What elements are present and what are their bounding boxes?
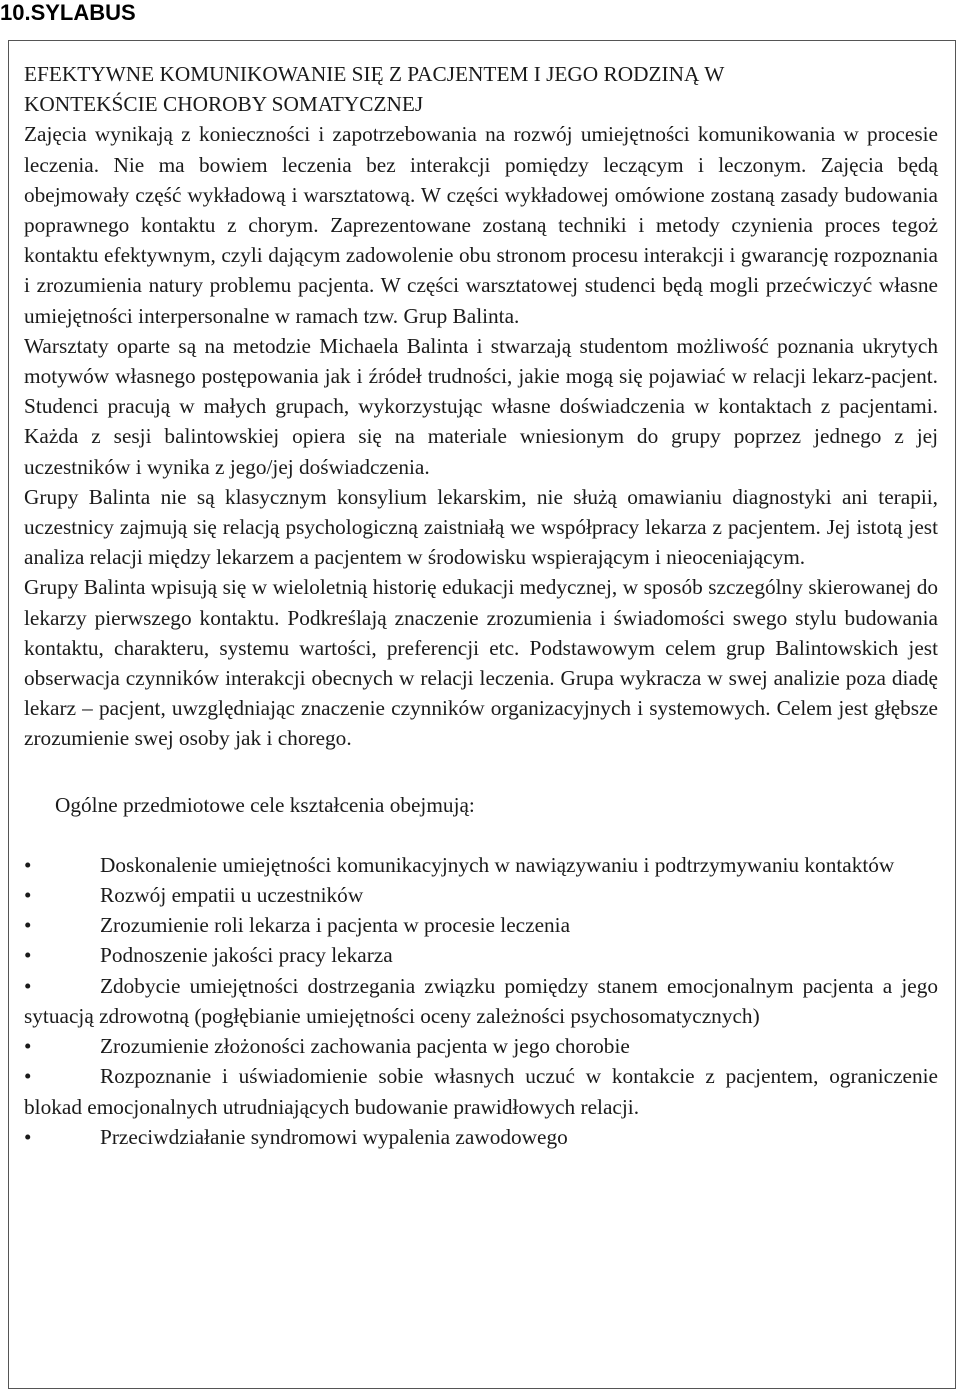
list-item xyxy=(24,1031,938,1061)
goal-text: Doskonalenie umiejętności komunikacyjnych w nawiązywaniu i podtrzymywaniu kontaktów xyxy=(100,852,895,877)
bullet-icon: • xyxy=(24,973,32,998)
bullet-icon: • xyxy=(24,852,32,877)
list-item xyxy=(24,971,938,1031)
goal-text: Zrozumienie złożoności zachowania pacjenta w jego chorobie xyxy=(100,1034,630,1059)
goal-text: Przeciwdziałanie syndromowi wypalenia zawodowego xyxy=(100,1124,568,1149)
section-heading: 10.SYLABUS xyxy=(0,0,136,25)
bullet-icon: • xyxy=(24,1124,32,1149)
bullet-icon: • xyxy=(24,883,32,908)
course-title-line-1: EFEKTYWNE KOMUNIKOWANIE SIĘ Z PACJENTEM I JEGO RODZINĄ W xyxy=(24,62,725,86)
list-item xyxy=(24,910,938,940)
goals-list xyxy=(24,850,938,1152)
paragraph-workshops: Warsztaty oparte są na metodzie Michaela Balinta i stwarzają studentom możliwość poznania ukrytych motywów własnego postępowania jak i źródeł trudności, jakie mogą się pojawiać w relacji lekarz-pacjent. Studenci pracują w małych grupach, wykorzystując własne doświadczenia w kontaktach z pacjentami. Każda z sesji balintowskiej opiera się na materiale wniesionym do grupy poprzez jednego z jej uczestników i wynika z jego/jej doświadczenia. xyxy=(24,333,938,479)
syllabus-content xyxy=(24,59,938,1152)
course-title xyxy=(24,59,938,119)
goals-intro: Ogólne przedmiotowe cele kształcenia obejmują: xyxy=(55,792,475,817)
bullet-icon: • xyxy=(24,943,32,968)
bullet-icon: • xyxy=(24,1034,32,1059)
list-item xyxy=(24,1122,938,1152)
list-item xyxy=(24,880,938,910)
list-item xyxy=(24,940,938,970)
goal-text: Rozpoznanie i uświadomienie sobie własnych uczuć w kontakcie z pacjentem, ograniczenie blokad emocjonalnych utrudniających budowanie prawidłowych relacji. xyxy=(24,1064,938,1119)
course-title-line-2: KONTEKŚCIE CHOROBY SOMATYCZNEJ xyxy=(24,92,424,117)
goal-text: Zdobycie umiejętności dostrzegania związku pomiędzy stanem emocjonalnym pacjenta a jego sytuacją zdrowotną (pogłębianie umiejętności oceny zależności psychosomatycznych) xyxy=(24,973,938,1028)
list-item xyxy=(24,1061,938,1121)
goal-text: Zrozumienie roli lekarza i pacjenta w procesie leczenia xyxy=(100,913,571,938)
paragraph-balint-groups: Grupy Balinta nie są klasycznym konsylium lekarskim, nie służą omawianiu diagnostyki ani terapii, uczestnicy zajmują się relacją psychologiczną zaistniałą we współpracy lekarza z pacjentem. Jej istotą jest analiza relacji między lekarzem a pacjentem w środowisku wspierającym i nieoceniającym. xyxy=(24,484,938,570)
bullet-icon: • xyxy=(24,913,32,938)
goal-text: Rozwój empatii u uczestników xyxy=(100,883,364,908)
paragraph-balint-history: Grupy Balinta wpisują się w wieloletnią historię edukacji medycznej, w sposób szczególny skierowanej do lekarzy pierwszego kontaktu. Podkreślają znaczenie zrozumienia i świadomości swego stylu budowania kontaktu, charakteru, systemu wartości, preferencji etc. Podstawowym celem grup Balintowskich jest obserwacja czynników interakcji obecnych w relacji leczenia. Grupa wykracza w swej analizie poza diadę lekarz – pacjent, uwzględniając znaczenie czynników organizacyjnych i systemowych. Celem jest głębsze zrozumienie swej osoby jak i chorego. xyxy=(24,575,938,751)
goal-text: Podnoszenie jakości pracy lekarza xyxy=(100,943,393,968)
bullet-icon: • xyxy=(24,1064,32,1089)
list-item xyxy=(24,850,938,880)
paragraph-course-intro: Zajęcia wynikają z konieczności i zapotrzebowania na rozwój umiejętności komunikowania w procesie leczenia. Nie ma bowiem leczenia bez interakcji pomiędzy leczącym i leczonym. Zajęcia będą obejmowały część wykładową i warsztatową. W części wykładowej omówione zostaną zasady budowania poprawnego kontaktu z chorym. Zaprezentowane zostaną techniki i metody czynienia proces tegoż kontaktu efektywnym, czyli dającym zadowolenie obu stronom procesu interakcji i gwarancję rozpoznania i zrozumienia natury problemu pacjenta. W części warsztatowej studenci będą mogli przećwiczyć własne umiejętności interpersonalne w ramach tzw. Grup Balinta. xyxy=(24,122,938,328)
